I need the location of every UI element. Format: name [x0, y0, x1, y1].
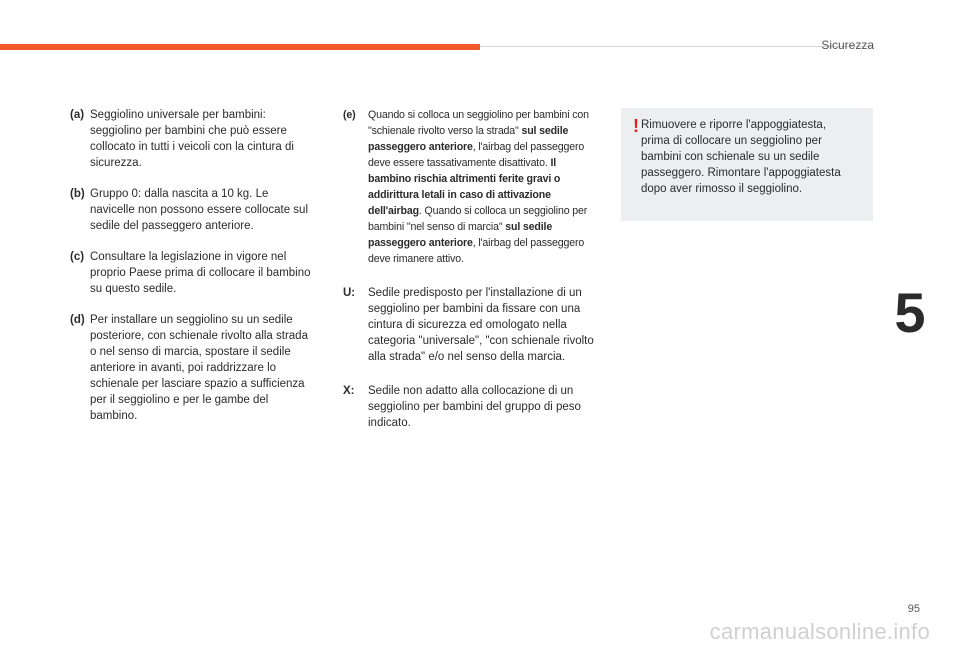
list-item-x [343, 383, 601, 431]
list-item-e [343, 107, 601, 267]
item-text-part: , l'airbag del passeggero deve rimanere attivo. [368, 237, 585, 265]
section-title: Sicurezza [821, 38, 874, 52]
chapter-number: 5 [894, 281, 926, 344]
item-key: (b) [70, 188, 85, 200]
list-item-b [70, 186, 315, 234]
warning-box [621, 108, 873, 221]
item-text-part: , l'airbag del passeggero deve essere tassativamente disattivato. [368, 141, 585, 169]
item-key: (d) [70, 314, 85, 326]
item-key: (a) [70, 109, 85, 121]
item-key: U: [343, 287, 356, 299]
item-text: Sedile predisposto per l'installazione di un seggiolino per bambini da fissare con una cintura di sicurezza ed omologato nella categoria "universale", "con schienale rivolto alla strada" e/o nel senso della marcia. [368, 287, 594, 363]
item-text-bold: sul sedile passeggero anteriore [368, 221, 553, 249]
item-text-part: . Quando si colloca un seggiolino per bambini "nel senso di marcia" [368, 205, 588, 233]
watermark: carmanualsonline.info [709, 619, 930, 644]
item-key: (c) [70, 251, 85, 263]
item-text: Consultare la legislazione in vigore nel proprio Paese prima di collocare il bambino su questo sedile. [90, 251, 311, 295]
exclamation-icon: ! [633, 116, 639, 136]
list-item-u [343, 285, 601, 365]
page-number: 95 [907, 603, 920, 615]
item-text-bold: Il bambino rischia altrimenti ferite gravi o addirittura letali in caso di attivazione dell'airbag [368, 157, 561, 217]
warning-text: Rimuovere e riporre l'appoggiatesta, prima di collocare un seggiolino per bambini con schienale su un sedile passeggero. Rimontare l'appoggiatesta dopo aver rimosso il seggiolino. [641, 119, 841, 195]
item-text: Per installare un seggiolino su un sedile posteriore, con schienale rivolto alla strada o nel senso di marcia, spostare il sedile anteriore in avanti, poi raddrizzare lo schienale per lasciare spazio a sufficienza per il seggiolino e per le gambe del bambino. [90, 314, 308, 422]
item-text-part: Quando si colloca un seggiolino per bambini con "schienale rivolto verso la strada" [368, 109, 589, 137]
list-item-c [70, 249, 315, 297]
item-text: Sedile non adatto alla collocazione di un seggiolino per bambini del gruppo di peso indicato. [368, 385, 581, 429]
list-item-a [70, 107, 315, 171]
item-key: X: [343, 385, 355, 397]
list-item-d [70, 312, 315, 424]
item-key: (e) [343, 109, 356, 121]
item-text-bold: sul sedile passeggero anteriore [368, 125, 569, 153]
middle-column [343, 107, 601, 446]
item-text: Seggiolino universale per bambini: seggiolino per bambini che può essere collocato in tutti i veicoli con la cintura di sicurezza. [90, 109, 294, 169]
item-text: Gruppo 0: dalla nascita a 10 kg. Le navicelle non possono essere collocate sul sedile del passeggero anteriore. [90, 188, 308, 232]
header-accent-bar [0, 44, 480, 50]
left-column [70, 107, 315, 439]
